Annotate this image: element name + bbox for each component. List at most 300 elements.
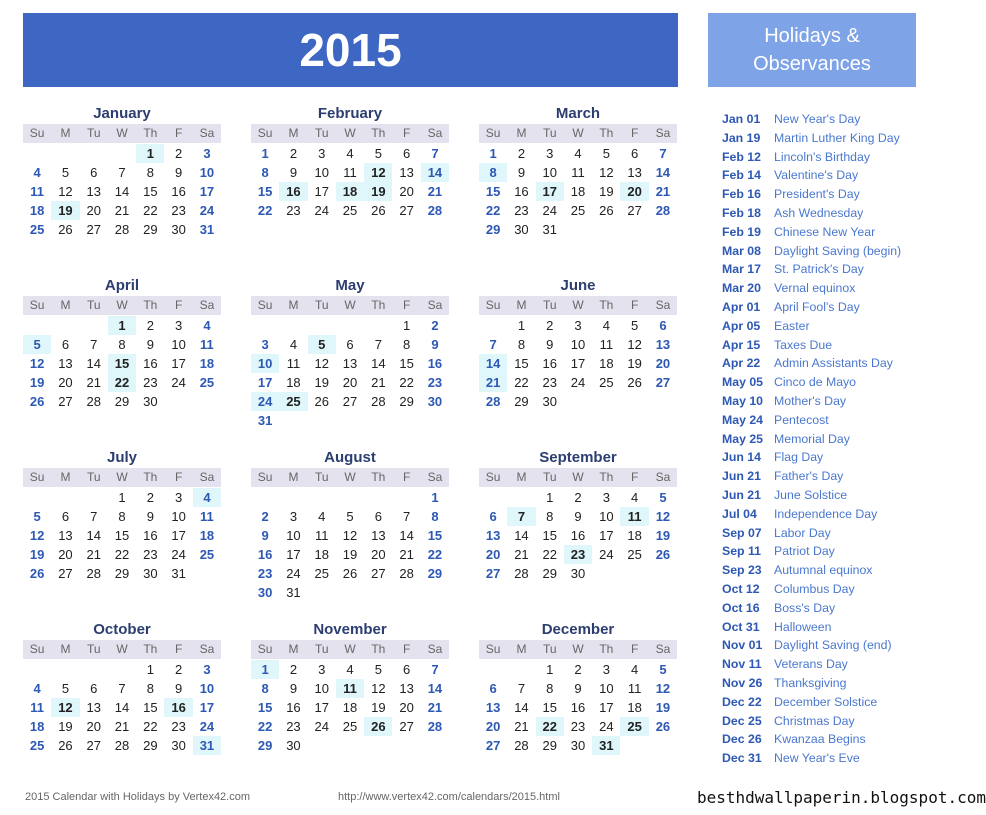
day-cell: 6 xyxy=(90,681,98,696)
day-cell: 21 xyxy=(114,203,130,218)
day-cell: 28 xyxy=(114,738,130,753)
day-cell: 19 xyxy=(58,719,73,734)
day-cell: 6 xyxy=(346,337,354,352)
day-cell: 28 xyxy=(371,394,386,409)
day-cell: 11 xyxy=(620,507,648,526)
day-cell: 11 xyxy=(336,679,364,698)
day-cell: 31 xyxy=(171,566,186,581)
holiday-row xyxy=(712,392,922,411)
day-cell: 26 xyxy=(627,375,642,390)
empty-day-cell xyxy=(364,316,392,335)
day-cell: 27 xyxy=(86,738,101,753)
holiday-name: Columbus Day xyxy=(774,581,855,596)
day-cell: 18 xyxy=(314,547,329,562)
day-cell: 23 xyxy=(564,545,592,564)
weekday-label: F xyxy=(402,642,411,656)
day-cell: 25 xyxy=(620,717,648,736)
day-cell: 24 xyxy=(542,203,557,218)
day-cell: 25 xyxy=(29,222,45,237)
holiday-row xyxy=(712,542,922,561)
day-cell: 28 xyxy=(86,394,101,409)
day-cell: 26 xyxy=(314,394,329,409)
day-cell: 27 xyxy=(342,394,358,409)
day-cell: 9 xyxy=(175,681,183,696)
day-cell: 30 xyxy=(570,738,586,753)
day-cell: 31 xyxy=(193,736,221,755)
day-cell: 5 xyxy=(308,335,336,354)
holiday-row xyxy=(712,129,922,148)
day-cell: 10 xyxy=(251,354,279,373)
day-cell: 30 xyxy=(542,394,557,409)
weekday-label: W xyxy=(116,298,128,312)
holiday-name: Kwanzaa Begins xyxy=(774,732,866,747)
day-cell: 19 xyxy=(627,356,642,371)
weekday-label: Su xyxy=(29,470,45,484)
empty-day-cell xyxy=(23,660,51,679)
day-cell: 3 xyxy=(318,662,326,677)
day-cell: 18 xyxy=(199,528,215,543)
day-cell: 25 xyxy=(342,719,358,734)
day-cell: 10 xyxy=(199,681,215,696)
day-cell: 26 xyxy=(29,394,45,409)
day-cell: 14 xyxy=(421,163,449,182)
empty-day-cell xyxy=(51,316,79,335)
day-cell: 10 xyxy=(542,165,557,180)
month-title: July xyxy=(106,449,137,466)
day-cell: 26 xyxy=(58,222,73,237)
day-cell: 6 xyxy=(489,681,497,696)
day-cell: 10 xyxy=(171,509,186,524)
day-cell: 15 xyxy=(427,528,443,543)
day-cell: 26 xyxy=(599,203,614,218)
day-cell: 20 xyxy=(620,182,648,201)
day-cell: 21 xyxy=(114,719,130,734)
day-cell: 14 xyxy=(399,528,414,543)
day-cell: 25 xyxy=(199,375,215,390)
day-cell: 17 xyxy=(599,700,614,715)
weekday-label: Sa xyxy=(427,298,443,312)
holiday-date: Dec 25 xyxy=(722,713,762,728)
day-cell: 18 xyxy=(342,700,358,715)
footer-url[interactable]: http://www.vertex42.com/calendars/2015.html xyxy=(338,791,560,803)
day-cell: 20 xyxy=(371,547,386,562)
empty-day-cell xyxy=(23,316,51,335)
day-cell: 14 xyxy=(655,165,671,180)
day-cell: 9 xyxy=(146,509,154,524)
day-cell: 21 xyxy=(86,547,101,562)
day-cell: 19 xyxy=(655,700,671,715)
empty-day-cell xyxy=(80,144,108,163)
day-cell: 8 xyxy=(118,509,126,524)
day-cell: 5 xyxy=(374,146,382,161)
day-cell: 31 xyxy=(542,222,557,237)
day-cell: 9 xyxy=(574,681,582,696)
day-cell: 5 xyxy=(61,165,70,180)
month-july xyxy=(23,448,221,583)
month-title: February xyxy=(317,105,383,122)
weekday-label: W xyxy=(572,642,584,656)
weekday-label: M xyxy=(60,642,71,656)
empty-day-cell xyxy=(80,316,108,335)
day-cell: 22 xyxy=(542,547,557,562)
day-cell: 20 xyxy=(399,700,414,715)
day-cell: 12 xyxy=(51,698,79,717)
weekday-label: Tu xyxy=(542,642,557,656)
day-cell: 1 xyxy=(118,490,126,505)
holiday-row xyxy=(712,467,922,486)
weekday-label: W xyxy=(344,298,356,312)
holiday-row xyxy=(712,561,922,580)
day-cell: 2 xyxy=(517,146,526,161)
weekday-label: M xyxy=(516,298,527,312)
holiday-date: Sep 23 xyxy=(722,563,762,578)
holiday-row xyxy=(712,354,922,373)
weekday-header xyxy=(23,640,221,659)
days-grid xyxy=(251,660,449,755)
day-cell: 7 xyxy=(374,337,382,352)
day-cell: 11 xyxy=(343,165,357,180)
day-cell: 24 xyxy=(599,719,614,734)
day-cell: 5 xyxy=(659,490,667,505)
month-title: June xyxy=(560,277,596,294)
day-cell: 3 xyxy=(175,318,183,333)
holiday-date: Dec 31 xyxy=(722,751,762,766)
day-cell: 23 xyxy=(286,203,301,218)
empty-day-cell xyxy=(392,488,420,507)
holiday-name: New Year's Day xyxy=(774,112,861,126)
day-cell: 18 xyxy=(199,356,215,371)
day-cell: 24 xyxy=(171,375,186,390)
day-cell: 1 xyxy=(261,146,269,161)
day-cell: 7 xyxy=(431,662,439,677)
day-cell: 27 xyxy=(86,222,101,237)
weekday-label: Tu xyxy=(86,642,101,656)
day-cell: 19 xyxy=(29,547,45,562)
day-cell: 16 xyxy=(143,528,158,543)
day-cell: 10 xyxy=(570,337,586,352)
day-cell: 11 xyxy=(599,337,614,352)
holiday-row xyxy=(712,430,922,449)
day-cell: 28 xyxy=(114,222,130,237)
day-cell: 20 xyxy=(342,375,358,390)
day-cell: 9 xyxy=(289,681,298,696)
day-cell: 7 xyxy=(118,165,126,180)
day-cell: 27 xyxy=(399,719,414,734)
weekday-label: Su xyxy=(485,126,501,140)
month-august xyxy=(251,448,449,602)
day-cell: 9 xyxy=(546,337,554,352)
weekday-label: M xyxy=(60,470,71,484)
empty-day-cell xyxy=(51,488,79,507)
day-cell: 31 xyxy=(257,413,273,428)
holiday-name: June Solstice xyxy=(774,487,848,502)
empty-day-cell xyxy=(251,316,279,335)
holiday-date: Jun 14 xyxy=(722,450,761,465)
day-cell: 13 xyxy=(86,700,101,715)
year-title: 2015 xyxy=(299,24,402,76)
holidays-header-line-2: Observances xyxy=(753,53,871,75)
day-cell: 14 xyxy=(86,356,101,371)
day-cell: 15 xyxy=(542,700,557,715)
weekday-label: M xyxy=(60,298,71,312)
holiday-row xyxy=(712,580,922,599)
holiday-row xyxy=(712,373,922,392)
day-cell: 13 xyxy=(485,700,501,715)
day-cell: 13 xyxy=(655,337,671,352)
holiday-row xyxy=(712,110,922,129)
day-cell: 6 xyxy=(374,509,382,524)
day-cell: 5 xyxy=(33,509,41,524)
day-cell: 22 xyxy=(143,203,158,218)
holiday-date: Jan 01 xyxy=(722,112,761,126)
weekday-label: F xyxy=(630,298,639,312)
day-cell: 16 xyxy=(143,356,158,371)
day-cell: 18 xyxy=(29,719,45,734)
weekday-label: Th xyxy=(143,126,158,140)
holiday-name: Flag Day xyxy=(774,450,824,465)
holiday-name: Autumnal equinox xyxy=(774,563,873,578)
day-cell: 11 xyxy=(200,509,214,524)
day-cell: 13 xyxy=(86,184,101,199)
day-cell: 16 xyxy=(570,528,586,543)
day-cell: 13 xyxy=(399,681,414,696)
day-cell: 8 xyxy=(403,337,411,352)
day-cell: 2 xyxy=(175,662,183,677)
day-cell: 30 xyxy=(171,222,186,237)
day-cell: 26 xyxy=(371,203,386,218)
day-cell: 3 xyxy=(289,509,298,524)
day-cell: 17 xyxy=(314,700,329,715)
day-cell: 19 xyxy=(655,528,671,543)
day-cell: 30 xyxy=(143,566,158,581)
day-cell: 12 xyxy=(29,356,45,371)
day-cell: 13 xyxy=(399,165,414,180)
holiday-date: Nov 11 xyxy=(722,657,762,672)
weekday-label: Tu xyxy=(542,298,557,312)
day-cell: 3 xyxy=(203,146,211,161)
holiday-name: Patriot Day xyxy=(774,544,835,559)
day-cell: 19 xyxy=(29,375,45,390)
weekday-label: Su xyxy=(485,298,501,312)
day-cell: 29 xyxy=(542,738,557,753)
day-cell: 5 xyxy=(61,681,70,696)
empty-day-cell xyxy=(308,488,336,507)
day-cell: 7 xyxy=(90,337,98,352)
empty-day-cell xyxy=(51,660,79,679)
day-cell: 24 xyxy=(199,203,215,218)
empty-day-cell xyxy=(308,316,336,335)
day-cell: 19 xyxy=(342,547,358,562)
holiday-date: May 10 xyxy=(722,393,764,408)
holiday-name: Memorial Day xyxy=(774,431,850,446)
weekday-label: M xyxy=(288,642,299,656)
weekday-label: Su xyxy=(257,126,273,140)
day-cell: 16 xyxy=(427,356,443,371)
holiday-name: Vernal equinox xyxy=(774,281,856,296)
weekday-label: F xyxy=(402,470,411,484)
holiday-name: Easter xyxy=(774,318,810,333)
holiday-name: Daylight Saving (end) xyxy=(774,638,892,653)
weekday-label: M xyxy=(288,470,299,484)
day-cell: 8 xyxy=(261,681,269,696)
day-cell: 22 xyxy=(143,719,158,734)
weekday-label: Th xyxy=(371,642,386,656)
weekday-label: Tu xyxy=(314,470,329,484)
holidays-header-line-1: Holidays & xyxy=(764,25,860,47)
day-cell: 1 xyxy=(108,316,136,335)
empty-day-cell xyxy=(108,144,136,163)
weekday-label: Sa xyxy=(199,298,215,312)
day-cell: 11 xyxy=(30,700,45,715)
day-cell: 16 xyxy=(279,182,307,201)
day-cell: 29 xyxy=(143,222,158,237)
day-cell: 1 xyxy=(489,146,497,161)
holiday-row xyxy=(712,636,922,655)
weekday-label: Th xyxy=(143,642,158,656)
weekday-label: W xyxy=(116,126,128,140)
month-january xyxy=(23,104,221,239)
day-cell: 2 xyxy=(146,318,154,333)
weekday-label: Sa xyxy=(427,642,443,656)
holiday-date: Oct 16 xyxy=(722,600,760,615)
holiday-row xyxy=(712,448,922,467)
weekday-label: Tu xyxy=(542,126,557,140)
holiday-name: Martin Luther King Day xyxy=(774,130,900,145)
empty-day-cell xyxy=(336,316,364,335)
weekday-label: F xyxy=(630,470,639,484)
day-cell: 2 xyxy=(289,662,298,677)
weekday-label: Th xyxy=(371,298,386,312)
weekday-label: Sa xyxy=(427,470,443,484)
day-cell: 8 xyxy=(431,509,439,524)
day-cell: 2 xyxy=(431,318,439,333)
day-cell: 27 xyxy=(371,566,386,581)
day-cell: 8 xyxy=(118,337,126,352)
day-cell: 11 xyxy=(200,337,214,352)
weekday-label: F xyxy=(174,126,183,140)
month-title: January xyxy=(93,105,151,122)
day-cell: 10 xyxy=(599,509,614,524)
month-title: May xyxy=(335,277,365,294)
weekday-label: Tu xyxy=(86,126,101,140)
weekday-header xyxy=(479,468,677,487)
day-cell: 30 xyxy=(171,738,186,753)
weekday-label: Sa xyxy=(199,126,215,140)
day-cell: 23 xyxy=(143,375,158,390)
day-cell: 29 xyxy=(399,394,414,409)
day-cell: 28 xyxy=(514,738,529,753)
weekday-header xyxy=(251,296,449,315)
day-cell: 28 xyxy=(485,394,501,409)
day-cell: 10 xyxy=(314,681,329,696)
day-cell: 30 xyxy=(257,585,273,600)
day-cell: 29 xyxy=(257,738,273,753)
weekday-label: F xyxy=(630,126,639,140)
weekday-label: Su xyxy=(29,642,45,656)
day-cell: 4 xyxy=(203,318,211,333)
day-cell: 11 xyxy=(30,184,45,199)
day-cell: 7 xyxy=(659,146,667,161)
day-cell: 10 xyxy=(286,528,301,543)
day-cell: 21 xyxy=(371,375,386,390)
day-cell: 25 xyxy=(342,203,358,218)
weekday-label: Tu xyxy=(314,298,329,312)
weekday-header xyxy=(251,124,449,143)
holiday-date: Mar 20 xyxy=(722,281,761,296)
day-cell: 6 xyxy=(489,509,497,524)
day-cell: 1 xyxy=(431,490,439,505)
weekday-label: M xyxy=(516,642,527,656)
days-grid xyxy=(251,144,449,220)
day-cell: 19 xyxy=(314,375,329,390)
weekday-label: F xyxy=(174,470,183,484)
empty-day-cell xyxy=(279,488,307,507)
day-cell: 14 xyxy=(86,528,101,543)
day-cell: 31 xyxy=(592,736,620,755)
holiday-row xyxy=(712,279,922,298)
day-cell: 9 xyxy=(574,509,582,524)
weekday-label: Th xyxy=(599,642,614,656)
holiday-row xyxy=(712,336,922,355)
day-cell: 28 xyxy=(399,566,414,581)
day-cell: 16 xyxy=(514,184,529,199)
day-cell: 4 xyxy=(289,337,298,352)
weekday-label: W xyxy=(572,470,584,484)
holiday-date: Mar 08 xyxy=(722,243,761,258)
month-title: November xyxy=(313,621,387,638)
day-cell: 31 xyxy=(286,585,301,600)
weekday-header xyxy=(479,296,677,315)
day-cell: 3 xyxy=(175,490,183,505)
day-cell: 21 xyxy=(479,373,507,392)
holiday-row xyxy=(712,712,922,731)
weekday-label: M xyxy=(288,126,299,140)
day-cell: 7 xyxy=(403,509,411,524)
day-cell: 15 xyxy=(399,356,414,371)
day-cell: 13 xyxy=(58,528,73,543)
day-cell: 16 xyxy=(570,700,586,715)
empty-day-cell xyxy=(479,488,507,507)
empty-day-cell xyxy=(51,144,79,163)
holiday-date: Feb 14 xyxy=(722,168,761,183)
day-cell: 1 xyxy=(146,662,154,677)
empty-day-cell xyxy=(279,316,307,335)
year-banner xyxy=(23,13,678,87)
day-cell: 26 xyxy=(364,717,392,736)
weekday-label: Th xyxy=(599,470,614,484)
holiday-row xyxy=(712,166,922,185)
day-cell: 20 xyxy=(86,203,101,218)
day-cell: 1 xyxy=(517,318,526,333)
day-cell: 8 xyxy=(146,681,154,696)
day-cell: 11 xyxy=(314,528,329,543)
weekday-label: F xyxy=(630,642,639,656)
holiday-date: Apr 15 xyxy=(722,337,761,352)
holiday-row xyxy=(712,693,922,712)
day-cell: 22 xyxy=(108,373,136,392)
holiday-date: May 24 xyxy=(722,412,764,427)
day-cell: 13 xyxy=(342,356,358,371)
holiday-row xyxy=(712,148,922,167)
weekday-label: Th xyxy=(599,298,614,312)
day-cell: 15 xyxy=(257,184,273,199)
holiday-date: Nov 26 xyxy=(722,675,763,690)
day-cell: 10 xyxy=(171,337,186,352)
day-cell: 16 xyxy=(257,547,273,562)
day-cell: 7 xyxy=(489,337,497,352)
holiday-row xyxy=(712,505,922,524)
holiday-date: Feb 16 xyxy=(722,187,761,202)
